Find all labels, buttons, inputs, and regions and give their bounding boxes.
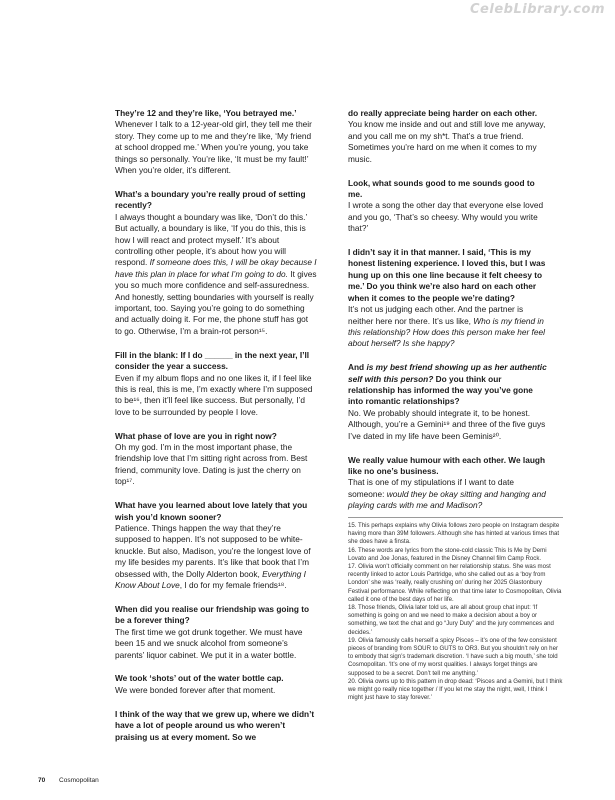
question: Look, what sounds good to me sounds good to me. [348,177,535,199]
question: I think of the way that we grew up, where we didn’t have a lot of people around us who weren’t praising us at every moment. So we [115,708,315,742]
qa-block [115,350,317,418]
answer: Patience. Things happen the way that they’re supposed to happen. It’s not supposed to be white-knuckle. But also, Madison, you’re the longest love of my life besides my parents. It’s like that book that I’m obsessed with, the Dolly Alderton book, Everything I Know About Love, I do for my female friends¹⁸. [115,523,311,591]
qa-block [348,178,550,235]
qa-block [115,431,317,488]
answer: We were bonded forever after that moment. [115,684,276,695]
right-column [348,108,550,524]
question: What phase of love are you in right now? [115,430,277,441]
question: And is my best friend showing up as her authentic self with this person? Do you think our relationship has informed the way you’ve gone into romantic relationships? [348,362,547,407]
answer: It’s not us judging each other. And the partner is neither here nor there. It’s us like, Who is my friend in this relationship? How does this person make her feel about herself? Is she happy? [348,304,545,349]
qa-block [348,247,550,350]
footnotes [348,511,563,702]
watermark: CelebLibrary.com [470,2,605,17]
qa-block [115,709,317,743]
footnote: 15. This perhaps explains why Olivia follows zero people on Instagram despite having more than 39M followers. Although she has hinted at various times that she does have a finsta. [348,522,560,546]
question: I didn’t say it in that manner. I said, ‘This is my honest listening experience. I loved this, but I was hung up on this one line because it felt cheesy to me.’ Do you think we’re also hard on each other when it comes to the people we’re dating? [348,247,546,303]
answer: No. We probably should integrate it, to be honest. Although, you’re a Gemini¹⁹ and three of the five guys I’ve dated in my life have been Geminis²⁰. [348,407,546,441]
answer: I always thought a boundary was like, ‘Don’t do this.’ But actually, a boundary is like, ‘If you do this, this is how I will react and protect myself.’ It’s about controlling other people, it’s about how you will respond. If someone does this, I will be okay because I have this plan in place for what I’m going to do. It gives you so much more confidence and self-assuredness. And honestly, setting boundaries with yourself is really important, too. Saying you’re going to do something and actually doing it. For me, the phone stuff has got to go. Otherwise, I’m a brain-rot person¹⁵. [115,211,317,336]
qa-block [115,673,317,696]
qa-block [115,108,317,176]
qa-block [348,455,550,512]
footnote: 18. Those friends, Olivia later told us, are all about group chat input: ‘If something is going on and we need to make a decision about a boy or something, we text the chat and go “Jury Duty” and the jury commences and decides.’ [348,604,554,636]
footnote: 20. Olivia owns up to this pattern in drop dead: ‘Pisces and a Gemini, but I think we might go really nice together / If you let me stay the night, well, I think I might just have to stay forever.’ [348,677,563,702]
answer: The first time we got drunk together. We must have been 15 and we snuck alcohol from someone’s parents’ liquor cabinet. We put it in a water bottle. [115,626,303,660]
magazine-name: Cosmopolitan [59,777,99,784]
question: Fill in the blank: If I do ______ in the next year, I’ll consider the year a success. [115,349,310,372]
answer: Whenever I talk to a 12-year-old girl, they tell me their story. They come up to me and they’re like, ‘My friend at school dropped me.’ When you’re young, you take things so personally. You’re like, ‘It must be my fault!’ When you’re older, it’s different. [115,119,312,176]
question: What have you learned about love lately that you wish you’d known sooner? [115,500,308,522]
footnote: 17. Olivia won’t officially comment on her relationship status. She was most recently linked to actor Louis Partridge, who she called out as a ‘boy from London’ she was ‘really, really crushing on’ during her 2025 Glastonbury Festival performance. While reflecting on that time later to Cosmopolitan, Olivia called it one of the best days of her life. [348,563,562,603]
qa-block [115,189,317,337]
answer: Oh my god. I’m in the most important phase, the friendship love that I’m sitting right across from. Best friend, community love. Dating is just the cherry on top¹⁷. [115,442,308,487]
footnote: 16. These words are lyrics from the stone-cold classic This Is Me by Demi Lovato and Joe Jonas, featured in the Disney Channel film Camp Rock. [348,546,547,562]
answer: That is one of my stipulations if I want to date someone: would they be okay sitting and hanging and playing cards with me and Madison? [348,477,546,511]
footnote: 19. Olivia famously calls herself a spicy Pisces – it’s one of the few consistent pieces of branding from SOUR to GUTS to OR3. But you shouldn’t rely on her to embody that sign’s trademark discretion. ‘I have such a big mouth,’ she told Cosmopolitan. ‘It’s one of my worst qualities. I always forget things are supposed to be a secret. Don’t tell me anything.’ [348,636,558,677]
question: We took ‘shots’ out of the water bottle cap. [115,673,284,684]
qa-block [348,362,550,442]
page-number: 70 [38,777,46,784]
footnote-divider [348,517,563,518]
page-footer [38,777,99,784]
left-column [115,108,317,756]
answer: I wrote a song the other day that everyone else loved and you go, ‘That’s so cheesy. Why would you write that?’ [348,200,544,234]
qa-block [348,108,550,165]
qa-block [115,500,317,591]
question: We really value humour with each other. We laugh like no one’s business. [348,454,546,476]
answer: Even if my album flops and no one likes it, if I feel like this is real, this is me, I’m exactly where I’m supposed to be¹⁶, then it’ll feel like success. But personally, I’d love to be surrounded by people I love. [115,372,313,417]
question: do really appreciate being harder on each other. [348,108,538,118]
question: When did you realise our friendship was going to be a forever thing? [115,603,310,626]
qa-block [115,604,317,661]
answer: You know me inside and out and still love me anyway, and you call me on my sh*t. That’s a true friend. Sometimes you’re hard on me when it comes to my music. [348,119,546,164]
question: They’re 12 and they’re like, ‘You betrayed me.’ [115,108,297,118]
question: What’s a boundary you’re really proud of setting recently? [115,188,306,211]
